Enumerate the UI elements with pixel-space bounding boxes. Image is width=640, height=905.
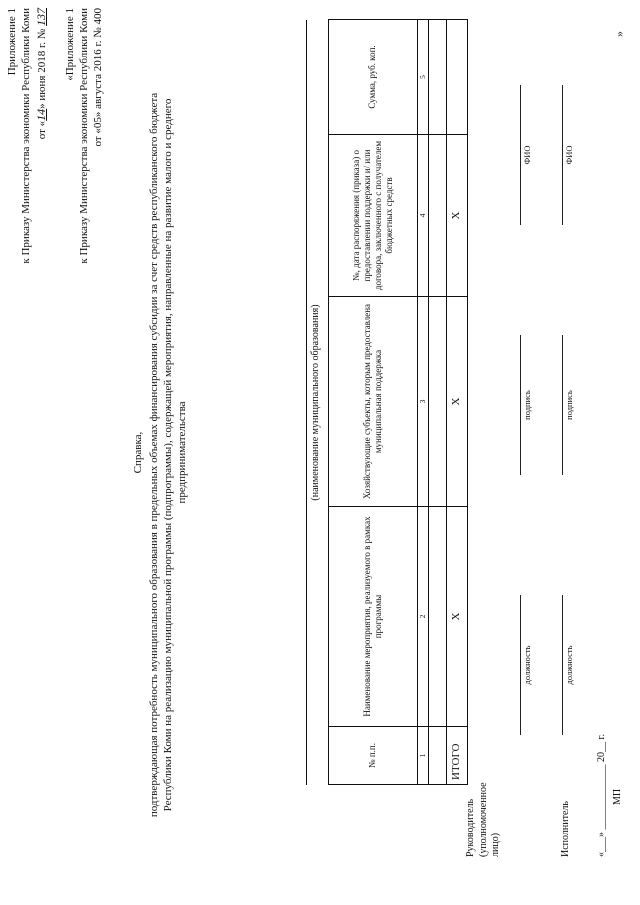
doc-heading-line-3: предпринимательства (176, 401, 188, 504)
date-line: «___» _____________ 20__ г. (596, 734, 607, 857)
header-cell: Хозяйствующие субъекты, которым предоставлена муниципальная поддержка (329, 297, 418, 507)
column-number-cell: 2 (418, 507, 429, 727)
executor-signature-caption: подпись (562, 335, 574, 475)
appendix-date-line (34, 8, 49, 139)
subsidy-table (328, 19, 468, 785)
table-total-row (447, 20, 468, 785)
total-cell: Х (447, 507, 468, 727)
appendix-date-day: 14 (34, 108, 48, 121)
table-header-row (329, 20, 418, 785)
total-cell: Х (447, 135, 468, 297)
appendix-title: Приложение 1 (6, 8, 18, 76)
executor-position-caption: должность (562, 595, 574, 735)
header-cell: Наименование мероприятия, реализуемого в рамках программы (329, 507, 418, 727)
total-cell (447, 20, 468, 135)
table-cell (429, 297, 447, 507)
total-cell: Х (447, 297, 468, 507)
table-cell (429, 135, 447, 297)
municipality-line (306, 20, 307, 785)
appendix-order-line: к Приказу Министерства экономики Республики Коми (20, 8, 32, 264)
header-cell: № п.п. (329, 727, 418, 785)
prev-appendix-order-line: к Приказу Министерства экономики Республики Коми (78, 8, 90, 264)
column-number-cell: 1 (418, 727, 429, 785)
head-name-caption: ФИО (520, 85, 532, 225)
table-column-numbers-row (418, 20, 429, 785)
appendix-date-suffix: » июня 2018 г. № (36, 28, 48, 109)
doc-heading: Справка, (132, 431, 144, 474)
prev-appendix-title: «Приложение 1 (64, 8, 76, 81)
executor-name-caption: ФИО (562, 85, 574, 225)
table-cell (429, 507, 447, 727)
column-number-cell: 3 (418, 297, 429, 507)
prev-appendix-date-line: от «05» августа 2016 г. № 400 (92, 8, 104, 147)
closing-quote: » (612, 31, 626, 37)
head-signature-caption: подпись (520, 335, 532, 475)
table-cell (429, 727, 447, 785)
column-number-cell: 5 (418, 20, 429, 135)
municipality-caption: (наименование муниципального образования) (310, 304, 321, 501)
header-cell: Сумма, руб. коп. (329, 20, 418, 135)
appendix-date-prefix: от « (36, 120, 48, 140)
appendix-number: 137 (34, 8, 48, 26)
doc-heading-line-2: Республики Коми на реализацию муниципальной программы (подпрограммы), содержащей мероприятия, направленные на развитие малого и среднего (162, 98, 174, 812)
seal-label: МП (612, 788, 623, 805)
doc-heading-line-1: подтверждающая потребность муниципального образования в предельных объемах финансирования субсидии за счет средств республиканского бюджета (148, 92, 160, 818)
head-position-caption: должность (520, 595, 532, 735)
head-label: Руководитель (уполномоченное лицо) (465, 782, 501, 857)
executor-label: Исполнитель (560, 801, 571, 857)
header-cell: №, дата распоряжения (приказа) о предоставлении поддержки и/ или договора, заключенного с получателем бюджетных средств (329, 135, 418, 297)
column-number-cell: 4 (418, 135, 429, 297)
total-label-cell: ИТОГО (447, 727, 468, 785)
table-cell (429, 20, 447, 135)
table-row (429, 20, 447, 785)
